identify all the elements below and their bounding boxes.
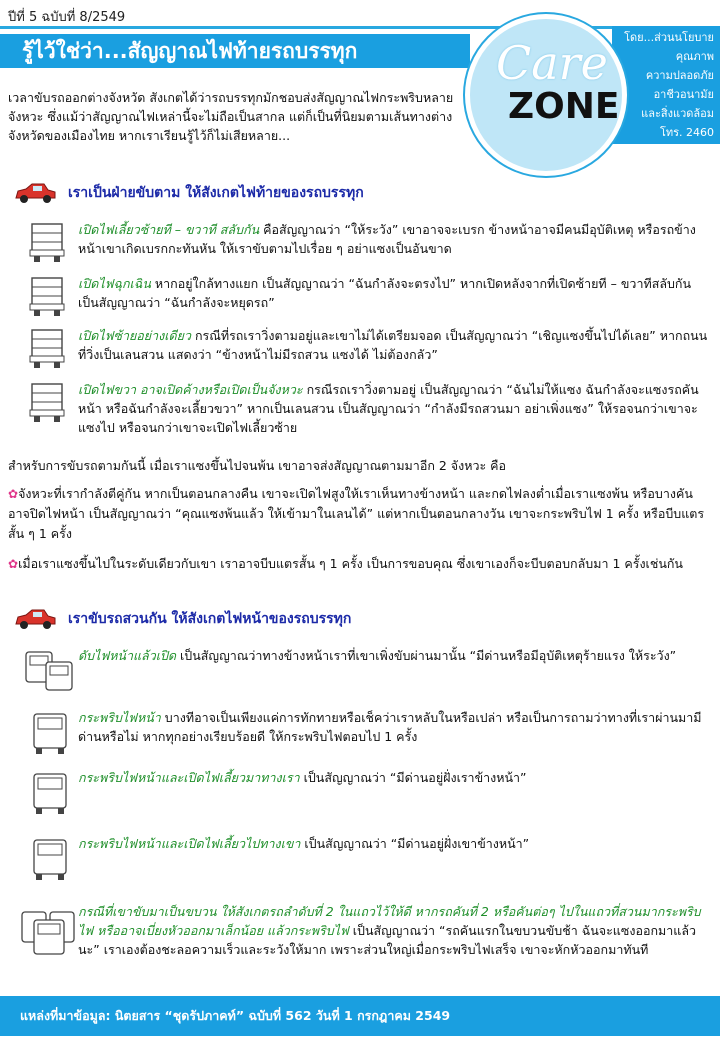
section2-heading: เราขับรถสวนกัน ให้สังเกตไฟหน้าของรถบรรทุก (12, 608, 351, 630)
list-item (20, 902, 710, 962)
truck-front-icon (20, 768, 78, 818)
flower-icon: ✿ (8, 557, 19, 571)
intro-paragraph: เวลาขับรถออกต่างจังหวัด สังเกตได้ว่ารถบรรทุกมักชอบส่งสัญญาณไฟกระพริบหลายจังหวะ ซึ่งแม้ว่าสัญญาณไฟเหล่านี้จะไม่ถือเป็นสากล แต่ก็เป็นที่นิยมตามเส้นทางต่างจังหวัดของเมืองไทย หากเราเรียนรู้ไว้ก็ไม่เสียหลาย... (8, 90, 454, 143)
signal-description: เปิดไฟเลี้ยวซ้ายที – ขวาที สลับกัน คือสัญญาณว่า “ให้ระวัง” เขาอาจจะเบรก ข้างหน้าอาจมีคนมีอุบัติเหตุ หรือรถข้างหน้าเขาเกิดเบรกกะทันหัน ให้เราขับตามไปเรื่อย ๆ อย่าแซงเป็นอันขาด (78, 222, 696, 256)
car-icon (12, 608, 58, 630)
logo-care-text: Care (496, 36, 608, 90)
overtake-intro: สำหรับการขับรถตามกันนี้ เมื่อเราแซงขึ้นไปจนพ้น เขาอาจส่งสัญญาณตามมาอีก 2 จังหวะ คือ (8, 458, 507, 473)
list-item (20, 380, 710, 437)
signal-description: กรณีที่เขาขับมาเป็นขบวน ให้สังเกตรถลำดับที่ 2 ในแถวไว้ให้ดี หากรถคันที่ 2 หรือคันต่อๆ ไปในแถวที่สวนมากระพริบไฟ หรืออาจเบี่ยงหัวออกมาเล็กน้อย แล้วกระพริบไฟ เป็นสัญญาณว่า “รถคันแรกในขบวนขับช้า ฉันจะแซงออกมาแล้วนะ” เราเองต้องชะลอความเร็วและระวังให้มาก เพราะส่วนใหญ่เมื่อกระพริบไฟเสร็จ เขาจะหักหัวออกมาทันที (78, 904, 701, 957)
source-text: แหล่งที่มาข้อมูล: นิตยสาร “ชุดรัปภาคท์” ฉบับที่ 562 วันที่ 1 กรกฎาคม 2549 (20, 1008, 451, 1023)
signal-description: เปิดไฟฉุกเฉิน หากอยู่ใกล้ทางแยก เป็นสัญญาณว่า “ฉันกำลังจะตรงไป” หากเปิดหลังจากที่เปิดซ้ายที – ขวาทีสลับกัน เป็นสัญญาณว่า “ฉันกำลังจะหยุดรถ” (78, 276, 692, 310)
signal-description: ดับไฟหน้าแล้วเปิด เป็นสัญญาณว่าทางข้างหน้าเราที่เขาเพิ่งขับผ่านมานั้น “มีด่านหรือมีอุบัติเหตุร้ายแรง ให้ระวัง” (78, 648, 677, 663)
list-item (20, 646, 710, 696)
truck-convoy-icon (20, 902, 78, 962)
publisher-line: โดย...ส่วนนโยบาย (624, 31, 714, 44)
section1-heading: เราเป็นฝ่ายขับตาม ให้สังเกตไฟท้ายของรถบรรทุก (12, 182, 364, 204)
publisher-line: ความปลอดภัย (645, 69, 714, 82)
source-footer (0, 996, 720, 1036)
truck-rear-icon (20, 220, 78, 264)
truck-front-icon (20, 834, 78, 884)
publisher-line: คุณภาพ (675, 50, 714, 63)
page-title: รู้ไว้ใช่ว่า...สัญญาณไฟท้ายรถบรรทุก (0, 34, 470, 68)
list-item (20, 220, 710, 264)
car-icon (12, 182, 58, 204)
signal-description: กระพริบไฟหน้า บางทีอาจเป็นเพียงแค่การทักทายหรือเช็คว่าเราหลับในหรือเปล่า หรือเป็นการถามว่าทางที่เราผ่านมามีด่านหรือไม่ หากทุกอย่างเรียบร้อยดี ให้กระพริบไฟตอบไป 1 ครั้ง (78, 710, 702, 744)
signal-description: เปิดไฟขวา อาจเปิดค้างหรือเปิดเป็นจังหวะ กรณีรถเราวิ่งตามอยู่ เป็นสัญญาณว่า “ฉันไม่ให้แซง ฉันกำลังจะแซงรถคันหน้า หรือฉันกำลังจะเลี้ยวขวา” หากเป็นเลนสวน เป็นสัญญาณว่า “กำลังมีรถสวนมา อย่าเพิ่งแซง” ให้รอจนกว่าเขาจะแซงไป หรือจนกว่าเขาจะเปิดไฟเลี้ยวซ้าย (78, 382, 699, 435)
logo-zone-text: ZONE (508, 86, 620, 127)
publisher-panel (612, 26, 720, 144)
signal-description: กระพริบไฟหน้าและเปิดไฟเลี้ยวไปทางเขา เป็นสัญญาณว่า “มีด่านอยู่ฝั่งเขาข้างหน้า” (78, 836, 530, 851)
bullet-paragraph: ✿จังหวะที่เรากำลังตีคู่กัน หากเป็นตอนกลางคืน เขาจะเปิดไฟสูงให้เราเห็นทางข้างหน้า และกดไฟลงต่ำเมื่อเราแซงพ้น หรือบางคันอาจปิดไฟหน้า เป็นสัญญาณว่า “คุณแซงพ้นแล้ว ให้เข้ามาในเลนได้” แต่หากเป็นตอนกลางวัน เขาจะกระพริบไฟ 1 ครั้ง หรือบีบแตรสั้น ๆ 1 ครั้ง (8, 486, 705, 541)
signal-description: เปิดไฟซ้ายอย่างเดียว กรณีที่รถเราวิ่งตามอยู่และเขาไม่ได้เตรียมจอด เป็นสัญญาณว่า “เชิญแซงขึ้นไปได้เลย” หากถนนที่วิ่งเป็นเลนสวน แสดงว่า “ข้างหน้าไม่มีรถสวน แซงได้ ไม่ต้องกลัว” (78, 328, 708, 362)
truck-front-icon (20, 708, 78, 758)
bullet-paragraph: ✿เมื่อเราแซงขึ้นไปในระดับเดียวกับเขา เราอาจบีบแตรสั้น ๆ 1 ครั้ง เป็นการขอบคุณ ซึ่งเขาเองก็จะบีบตอบกลับมา 1 ครั้งเช่นกัน (8, 556, 683, 571)
list-item (20, 708, 710, 758)
truck-rear-icon (20, 380, 78, 424)
list-item (20, 274, 710, 318)
list-item (20, 768, 710, 818)
list-item (20, 834, 710, 884)
publisher-line: โทร. 2460 (659, 126, 714, 139)
truck-rear-icon (20, 274, 78, 318)
publisher-line: อาชีวอนามัย (653, 88, 714, 101)
flower-icon: ✿ (8, 487, 19, 501)
signal-description: กระพริบไฟหน้าและเปิดไฟเลี้ยวมาทางเรา เป็นสัญญาณว่า “มีด่านอยู่ฝั่งเราข้างหน้า” (78, 770, 527, 785)
list-item (20, 326, 710, 370)
truck-front-icon (20, 646, 78, 696)
truck-rear-icon (20, 326, 78, 370)
publisher-line: และสิ่งแวดล้อม (641, 107, 714, 120)
issue-number: ปีที่ 5 ฉบับที่ 8/2549 (8, 10, 126, 25)
